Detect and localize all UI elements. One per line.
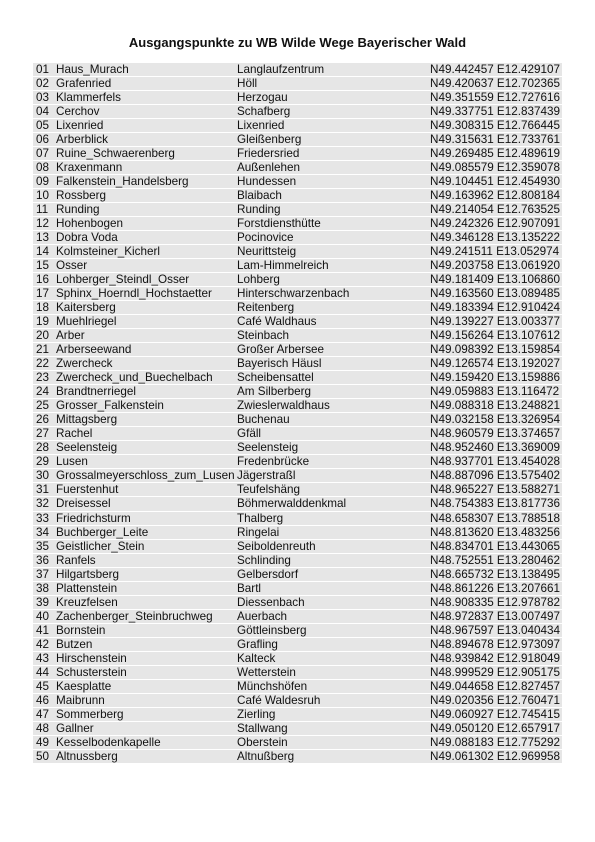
start-point: Bayerisch Häusl — [237, 357, 322, 371]
coordinates: N48.972837 E13.007497 — [430, 609, 560, 623]
row-number: 21 — [36, 343, 50, 357]
row-number: 35 — [36, 539, 50, 553]
table-row — [33, 287, 562, 301]
table-row — [33, 91, 562, 105]
table-row — [33, 77, 562, 91]
row-number: 48 — [36, 721, 50, 735]
coordinates: N49.420637 E12.702365 — [430, 77, 560, 91]
row-number: 49 — [36, 735, 50, 749]
start-point: Friedersried — [237, 147, 300, 161]
coordinates: N48.894678 E12.973097 — [430, 637, 560, 651]
start-point: Böhmerwalddenkmal — [237, 497, 347, 511]
route-name: Mittagsberg — [56, 413, 118, 427]
row-number: 09 — [36, 175, 50, 189]
table-row — [33, 175, 562, 189]
start-point: Münchshöfen — [237, 679, 308, 693]
row-number: 34 — [36, 525, 50, 539]
start-point: Schafberg — [237, 105, 291, 119]
start-point: Seelensteig — [237, 441, 299, 455]
table-row — [33, 231, 562, 245]
coordinates: N48.952460 E13.369009 — [430, 441, 560, 455]
coordinates: N49.020356 E12.760471 — [430, 693, 560, 707]
coordinates: N49.104451 E12.454930 — [430, 175, 560, 189]
table-row — [33, 427, 562, 441]
start-point: Altnußberg — [237, 749, 295, 763]
table-row — [33, 638, 562, 652]
coordinates: N49.032158 E13.326954 — [430, 413, 560, 427]
route-name: Kaitersberg — [56, 301, 116, 315]
route-name: Sphinx_Hoerndl_Hochstaetter — [56, 287, 212, 301]
table-row — [33, 652, 562, 666]
row-number: 24 — [36, 385, 50, 399]
table-row — [33, 63, 562, 77]
table-row — [33, 497, 562, 511]
table-row — [33, 119, 562, 133]
route-name: Schusterstein — [56, 665, 127, 679]
coordinates: N48.887096 E13.575402 — [430, 469, 560, 483]
row-number: 31 — [36, 483, 50, 497]
start-point: Stallwang — [237, 721, 288, 735]
row-number: 25 — [36, 399, 50, 413]
start-point: Steinbach — [237, 329, 289, 343]
table-row — [33, 301, 562, 315]
row-number: 13 — [36, 231, 50, 245]
page-title: Ausgangspunkte zu WB Wilde Wege Bayerischer Wald — [128, 35, 467, 50]
start-point: Zwieslerwaldhaus — [237, 399, 330, 413]
table-row — [33, 624, 562, 638]
row-number: 06 — [36, 133, 50, 147]
row-number: 46 — [36, 693, 50, 707]
table-row — [33, 469, 562, 483]
start-point: Runding — [237, 203, 281, 217]
route-name: Maibrunn — [56, 693, 105, 707]
start-point: Wetterstein — [237, 665, 296, 679]
coordinates: N49.126574 E13.192027 — [430, 357, 560, 371]
start-point: Lam-Himmelreich — [237, 259, 329, 273]
row-number: 22 — [36, 357, 50, 371]
row-number: 02 — [36, 77, 50, 91]
row-number: 44 — [36, 665, 50, 679]
table-row — [33, 526, 562, 540]
table-row — [33, 357, 562, 371]
start-point: Kalteck — [237, 651, 276, 665]
start-point: Neurittsteig — [237, 245, 297, 259]
row-number: 29 — [36, 455, 50, 469]
coordinates: N48.999529 E12.905175 — [430, 665, 560, 679]
start-point: Seiboldenreuth — [237, 539, 316, 553]
start-point: Blaibach — [237, 189, 282, 203]
coordinates: N49.163560 E13.089485 — [430, 287, 560, 301]
table-row — [33, 568, 562, 582]
route-name: Muehlriegel — [56, 315, 117, 329]
row-number: 30 — [36, 469, 50, 483]
row-number: 05 — [36, 119, 50, 133]
coordinates: N49.242326 E12.907091 — [430, 217, 560, 231]
start-point: Reitenberg — [237, 301, 295, 315]
coordinates: N49.351559 E12.727616 — [430, 91, 560, 105]
row-number: 37 — [36, 567, 50, 581]
start-point: Göttleinsberg — [237, 623, 307, 637]
coordinates: N48.658307 E13.788518 — [430, 511, 560, 525]
start-point: Teufelshäng — [237, 483, 301, 497]
table-row — [33, 722, 562, 736]
route-name: Plattenstein — [56, 581, 118, 595]
table-row — [33, 694, 562, 708]
coordinates: N48.967597 E13.040434 — [430, 623, 560, 637]
route-name: Kaesplatte — [56, 679, 112, 693]
route-name: Rachel — [56, 427, 93, 441]
start-point: Scheibensattel — [237, 371, 314, 385]
row-number: 07 — [36, 147, 50, 161]
table-row — [33, 105, 562, 119]
table-row — [33, 217, 562, 231]
coordinates: N48.813620 E13.483256 — [430, 525, 560, 539]
table-row — [33, 371, 562, 385]
table-row — [33, 455, 562, 469]
route-name: Grafenried — [56, 77, 112, 91]
table-row — [33, 147, 562, 161]
route-name: Dreisessel — [56, 497, 111, 511]
route-name: Ruine_Schwaerenberg — [56, 147, 175, 161]
route-name: Zachenberger_Steinbruchweg — [56, 609, 213, 623]
coordinates: N48.939842 E12.918049 — [430, 651, 560, 665]
row-number: 23 — [36, 371, 50, 385]
start-point: Gleißenberg — [237, 133, 302, 147]
start-point: Lixenried — [237, 119, 285, 133]
route-name: Zwercheck — [56, 357, 113, 371]
coordinates: N49.163962 E12.808184 — [430, 189, 560, 203]
table-row — [33, 399, 562, 413]
route-name: Cerchov — [56, 105, 100, 119]
table-row — [33, 329, 562, 343]
route-name: Dobra Voda — [56, 231, 118, 245]
coordinates: N49.183394 E12.910424 — [430, 301, 560, 315]
coordinates: N48.754383 E13.817736 — [430, 497, 560, 511]
row-number: 01 — [36, 63, 50, 76]
row-number: 27 — [36, 427, 50, 441]
start-point: Diessenbach — [237, 595, 305, 609]
route-name: Gallner — [56, 721, 94, 735]
table-row — [33, 666, 562, 680]
table-row — [33, 413, 562, 427]
row-number: 47 — [36, 707, 50, 721]
coordinates: N49.060927 E12.745415 — [430, 707, 560, 721]
table-row — [33, 680, 562, 694]
table-row — [33, 483, 562, 497]
row-number: 36 — [36, 553, 50, 567]
coordinates: N49.050120 E12.657917 — [430, 721, 560, 735]
coordinates: N49.085579 E12.359078 — [430, 161, 560, 175]
coordinates: N49.308315 E12.766445 — [430, 119, 560, 133]
coordinates: N49.346128 E13.135222 — [430, 231, 560, 245]
row-number: 42 — [36, 637, 50, 651]
route-name: Kesselbodenkapelle — [56, 735, 161, 749]
route-name: Arber — [56, 329, 85, 343]
table-row — [33, 610, 562, 624]
start-point: Buchenau — [237, 413, 290, 427]
row-number: 20 — [36, 329, 50, 343]
row-number: 16 — [36, 273, 50, 287]
row-number: 03 — [36, 91, 50, 105]
table-row — [33, 161, 562, 175]
route-name: Arberseewand — [56, 343, 132, 357]
start-point: Bartl — [237, 581, 262, 595]
route-name: Haus_Murach — [56, 63, 129, 76]
table-row — [33, 245, 562, 259]
coordinates: N48.960579 E13.374657 — [430, 427, 560, 441]
start-point: Fredenbrücke — [237, 455, 310, 469]
coordinates: N49.337751 E12.837439 — [430, 105, 560, 119]
route-name: Bornstein — [56, 623, 106, 637]
coordinates: N49.088318 E13.248821 — [430, 399, 560, 413]
route-name: Zwercheck_und_Buechelbach — [56, 371, 213, 385]
route-name: Kraxenmann — [56, 161, 123, 175]
row-number: 26 — [36, 413, 50, 427]
table-row — [33, 441, 562, 455]
table-row — [33, 315, 562, 329]
route-name: Geistlicher_Stein — [56, 539, 145, 553]
route-name: Arberblick — [56, 133, 108, 147]
table-row — [33, 596, 562, 610]
route-name: Grosser_Falkenstein — [56, 399, 164, 413]
row-number: 08 — [36, 161, 50, 175]
table-row — [33, 133, 562, 147]
coordinates: N49.203758 E13.061920 — [430, 259, 560, 273]
coordinates: N48.937701 E13.454028 — [430, 455, 560, 469]
start-point: Auerbach — [237, 609, 288, 623]
coordinates: N48.965227 E13.588271 — [430, 483, 560, 497]
route-name: Falkenstein_Handelsberg — [56, 175, 189, 189]
table-row — [33, 189, 562, 203]
start-point: Schlinding — [237, 553, 291, 567]
coordinates: N49.442457 E12.429107 — [430, 63, 560, 76]
start-point: Grafling — [237, 637, 278, 651]
start-point: Gelbersdorf — [237, 567, 299, 581]
table-row — [33, 259, 562, 273]
start-point: Zierling — [237, 707, 276, 721]
start-point: Ringelai — [237, 525, 280, 539]
coordinates: N48.665732 E13.138495 — [430, 567, 560, 581]
start-point: Thalberg — [237, 511, 284, 525]
start-point: Café Waldhaus — [237, 315, 317, 329]
start-point: Höll — [237, 77, 258, 91]
route-name: Hohenbogen — [56, 217, 123, 231]
row-number: 17 — [36, 287, 50, 301]
coordinates: N49.269485 E12.489619 — [430, 147, 560, 161]
table-row — [33, 540, 562, 554]
coordinates: N49.061302 E12.969958 — [430, 749, 560, 763]
table-row — [33, 582, 562, 596]
start-point: Herzogau — [237, 91, 288, 105]
row-number: 04 — [36, 105, 50, 119]
row-number: 28 — [36, 441, 50, 455]
coordinates: N49.241511 E13.052974 — [430, 245, 560, 259]
route-name: Butzen — [56, 637, 93, 651]
row-number: 45 — [36, 679, 50, 693]
start-point: Pocinovice — [237, 231, 294, 245]
start-point: Großer Arbersee — [237, 343, 325, 357]
row-number: 14 — [36, 245, 50, 259]
start-point: Jägerstraßl — [237, 469, 296, 483]
coordinates: N49.044658 E12.827457 — [430, 679, 560, 693]
start-point: Hinterschwarzenbach — [237, 287, 350, 301]
row-number: 40 — [36, 609, 50, 623]
coordinates: N49.098392 E13.159854 — [430, 343, 560, 357]
route-name: Ranfels — [56, 553, 96, 567]
start-point: Hundessen — [237, 175, 297, 189]
coordinates: N49.139227 E13.003377 — [430, 315, 560, 329]
route-name: Friedrichsturm — [56, 511, 131, 525]
route-name: Osser — [56, 259, 88, 273]
start-point: Am Silberberg — [237, 385, 312, 399]
coordinates: N49.214054 E12.763525 — [430, 203, 560, 217]
coordinates: N49.088183 E12.775292 — [430, 735, 560, 749]
coordinates: N48.861226 E13.207661 — [430, 581, 560, 595]
row-number: 11 — [36, 203, 49, 217]
route-name: Buchberger_Leite — [56, 525, 149, 539]
start-point: Langlaufzentrum — [237, 63, 325, 76]
table-row — [33, 385, 562, 399]
table-row — [33, 343, 562, 357]
coordinates: N49.315631 E12.733761 — [430, 133, 560, 147]
route-name: Lusen — [56, 455, 88, 469]
row-number: 18 — [36, 301, 50, 315]
row-number: 39 — [36, 595, 50, 609]
coordinates: N49.159420 E13.159886 — [430, 371, 560, 385]
start-point: Außenlehen — [237, 161, 301, 175]
table-row — [33, 203, 562, 217]
route-name: Sommerberg — [56, 707, 124, 721]
start-point: Oberstein — [237, 735, 288, 749]
row-number: 15 — [36, 259, 50, 273]
row-number: 19 — [36, 315, 50, 329]
route-name: Runding — [56, 203, 100, 217]
route-name: Seelensteig — [56, 441, 118, 455]
coordinates: N48.834701 E13.443065 — [430, 539, 560, 553]
route-name: Fuerstenhut — [56, 483, 119, 497]
table-row — [33, 736, 562, 750]
row-number: 12 — [36, 217, 50, 231]
start-point: Café Waldesruh — [237, 693, 321, 707]
route-name: Hilgartsberg — [56, 567, 120, 581]
route-name: Klammerfels — [56, 91, 121, 105]
route-name: Brandtnerriegel — [56, 385, 136, 399]
row-number: 33 — [36, 511, 50, 525]
coordinates: N49.156264 E13.107612 — [430, 329, 560, 343]
route-name: Rossberg — [56, 189, 107, 203]
route-name: Lohberger_Steindl_Osser — [56, 273, 190, 287]
table-row — [33, 273, 562, 287]
start-point: Gfäll — [237, 427, 262, 441]
table-row — [33, 512, 562, 526]
row-number: 38 — [36, 581, 50, 595]
coordinates: N48.752551 E13.280462 — [430, 553, 560, 567]
coordinates: N49.181409 E13.106860 — [430, 273, 560, 287]
route-name: Hirschenstein — [56, 651, 127, 665]
row-number: 41 — [36, 623, 50, 637]
row-number: 43 — [36, 651, 50, 665]
row-number: 10 — [36, 189, 50, 203]
row-number: 50 — [36, 749, 50, 763]
table-row — [33, 554, 562, 568]
table-row — [33, 750, 562, 764]
route-name: Kolmsteiner_Kicherl — [56, 245, 160, 259]
table-row — [33, 708, 562, 722]
starting-points-table — [33, 63, 562, 764]
start-point: Forstdiensthütte — [237, 217, 321, 231]
route-name: Kreuzfelsen — [56, 595, 118, 609]
route-name: Altnussberg — [56, 749, 118, 763]
coordinates: N48.908335 E12.978782 — [430, 595, 560, 609]
row-number: 32 — [36, 497, 50, 511]
route-name: Grossalmeyerschloss_zum_Lusen — [56, 469, 235, 483]
route-name: Lixenried — [56, 119, 104, 133]
coordinates: N49.059883 E13.116472 — [430, 385, 560, 399]
start-point: Lohberg — [237, 273, 280, 287]
